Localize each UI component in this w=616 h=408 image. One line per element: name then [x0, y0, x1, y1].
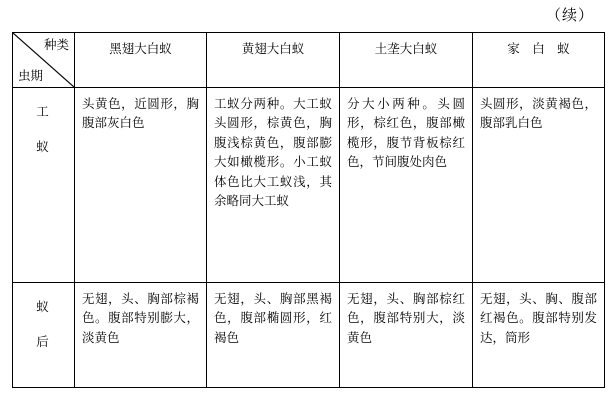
table-row — [13, 88, 605, 283]
corner-label-species: 种类 — [43, 37, 69, 52]
cell-queen-2: 无翅，头、胸部黑褐色，腹部椭圆形，红褐色 — [207, 283, 340, 388]
column-header-4: 家 白 蚁 — [473, 33, 605, 88]
column-header-3: 土垄大白蚁 — [340, 33, 473, 88]
cell-worker-1: 头黄色，近圆形，胸腹部灰白色 — [75, 88, 207, 283]
row-label-worker-char-2: 蚁 — [36, 139, 51, 154]
row-label-worker — [13, 88, 75, 283]
corner-label-stage: 虫期 — [18, 67, 44, 83]
cell-queen-1: 无翅，头、胸部棕褐色。腹部特别膨大，淡黄色 — [75, 283, 207, 388]
column-header-1: 黑翅大白蚁 — [75, 33, 207, 88]
table-corner-header — [13, 33, 75, 88]
row-label-worker-char-1: 工 — [36, 104, 51, 119]
species-stage-table — [12, 32, 605, 388]
cell-worker-4: 头圆形，淡黄褐色，腹部乳白色 — [473, 88, 605, 283]
row-label-queen — [13, 283, 75, 388]
table-header-row — [13, 33, 605, 88]
continued-marker: （续） — [545, 6, 594, 24]
cell-worker-3: 分大小两种。头圆形，棕红色，腹部橄榄形，腹节背板棕红色，节间腹处肉色 — [340, 88, 473, 283]
cell-queen-3: 无翅，头、胸部棕红色，腹部特别大，淡黄色 — [340, 283, 473, 388]
cell-worker-2: 工蚁分两种。大工蚁头圆形，棕黄色，胸腹浅棕黄色，腹部膨大如橄榄形。小工蚁体色比大工蚁浅，其余略同大工蚁 — [207, 88, 340, 283]
column-header-2: 黄翅大白蚁 — [207, 33, 340, 88]
row-label-queen-char-2: 后 — [36, 334, 51, 349]
row-label-queen-char-1: 蚁 — [36, 299, 51, 314]
table-row — [13, 283, 605, 388]
cell-queen-4: 无翅，头、胸、腹部红褐色。腹部特别发达，筒形 — [473, 283, 605, 388]
